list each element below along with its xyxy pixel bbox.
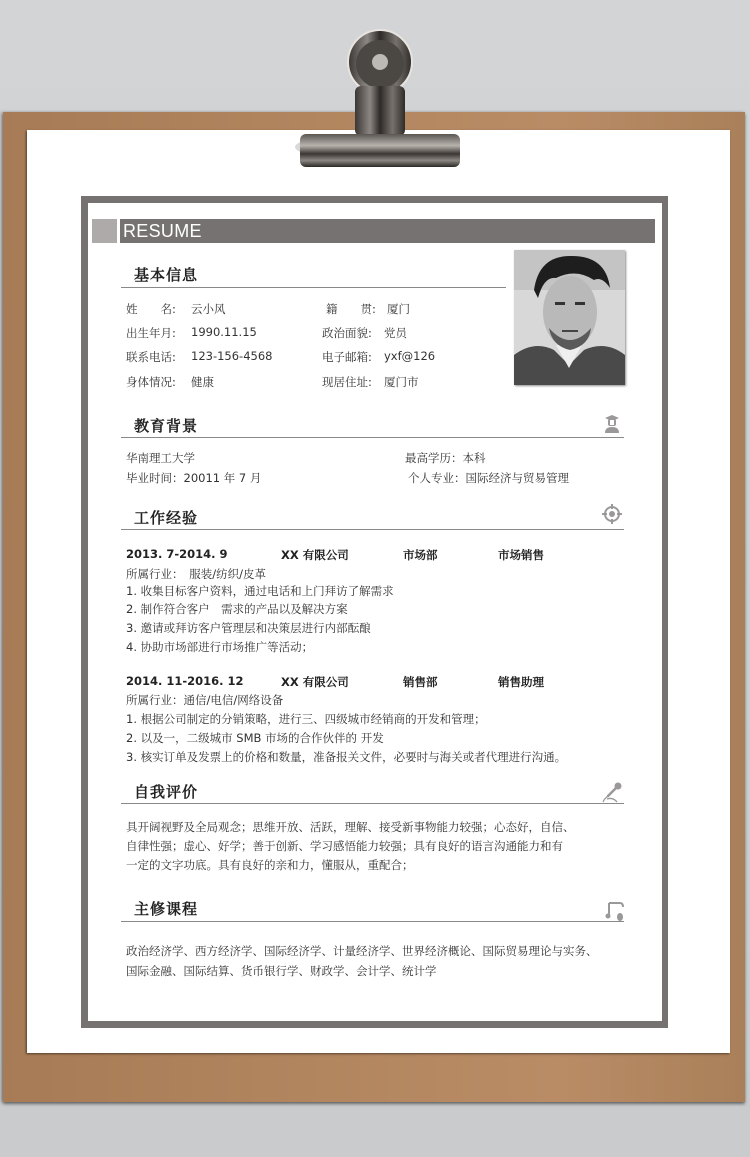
highest-degree: 最高学历：本科 <box>405 451 486 465</box>
hometown-value: 厦门 <box>387 302 410 316</box>
microphone-icon <box>601 781 623 803</box>
courses-title: 主修课程 <box>134 900 199 918</box>
political-label: 政治面貌: <box>322 326 372 340</box>
profile-photo <box>514 250 625 385</box>
job2-duty-3: 3. 核实订单及发票上的价格和数量，准备报关文件，必要时与海关或者代理进行沟通。 <box>126 750 567 764</box>
basic-info-divider <box>121 287 506 288</box>
target-icon <box>601 503 623 525</box>
job2-position: 销售助理 <box>498 675 544 689</box>
job2-company: XX 有限公司 <box>281 675 349 689</box>
job1-department: 市场部 <box>403 548 438 562</box>
health-value: 健康 <box>191 375 214 389</box>
music-note-icon <box>604 900 626 922</box>
job1-company: XX 有限公司 <box>281 548 349 562</box>
job1-period: 2013. 7-2014. 9 <box>126 547 228 561</box>
hometown-label: 籍 贯: <box>326 302 376 316</box>
courses-line-2: 国际金融、国际结算、货币银行学、财政学、会计学、统计学 <box>126 964 437 978</box>
email-label: 电子邮箱: <box>322 350 372 364</box>
major: 个人专业：国际经济与贸易管理 <box>408 471 569 485</box>
political-value: 党员 <box>384 326 407 340</box>
birthdate-label: 出生年月: <box>126 326 176 340</box>
address-label: 现居住址: <box>322 375 372 389</box>
job1-duty-3: 3. 邀请或拜访客户管理层和决策层进行内部酝酿 <box>126 621 371 635</box>
self-evaluation-divider <box>121 803 624 804</box>
name-label: 姓 名: <box>126 302 176 316</box>
graduate-icon <box>601 413 623 435</box>
courses-line-1: 政治经济学、西方经济学、国际经济学、计量经济学、世界经济概论、国际贸易理论与实务、 <box>126 944 598 958</box>
courses-divider <box>121 921 624 922</box>
email-value: yxf@126 <box>384 349 436 363</box>
binder-clip-icon <box>295 24 460 172</box>
self-evaluation-title: 自我评价 <box>134 783 199 801</box>
self-evaluation-line-1: 具开阔视野及全局观念；思维开放、活跃，理解、接受新事物能力较强；心态好，自信、 <box>126 820 575 834</box>
job1-position: 市场销售 <box>498 548 544 562</box>
birthdate-value: 1990.11.15 <box>191 325 257 339</box>
job1-duty-1: 1. 收集目标客户资料，通过电话和上门拜访了解需求 <box>126 584 394 598</box>
phone-value: 123-156-4568 <box>191 349 273 363</box>
job1-duty-4: 4. 协助市场部进行市场推广等活动； <box>126 640 314 654</box>
health-label: 身体情况: <box>126 375 176 389</box>
education-title: 教育背景 <box>134 417 199 435</box>
job2-department: 销售部 <box>403 675 438 689</box>
graduation-time: 毕业时间：20011 年 7 月 <box>126 471 262 485</box>
work-title: 工作经验 <box>134 509 199 527</box>
basic-info-title: 基本信息 <box>134 266 199 284</box>
header-accent-square <box>92 219 117 243</box>
work-divider <box>121 529 624 530</box>
job1-industry: 所属行业： 服装/纺织/皮革 <box>126 567 266 581</box>
job2-period: 2014. 11-2016. 12 <box>126 674 244 688</box>
job2-industry: 所属行业：通信/电信/网络设备 <box>126 693 284 707</box>
job1-duty-2: 2. 制作符合客户 需求的产品以及解决方案 <box>126 602 348 616</box>
education-divider <box>121 437 624 438</box>
self-evaluation-line-3: 一定的文字功底。具有良好的亲和力，懂服从，重配合； <box>126 858 414 872</box>
self-evaluation-line-2: 自律性强；虚心、好学；善于创新、学习感悟能力较强；具有良好的语言沟通能力和有 <box>126 839 563 853</box>
resume-title-bar <box>120 219 655 243</box>
phone-label: 联系电话: <box>126 350 176 364</box>
job2-duty-2: 2. 以及一，二级城市 SMB 市场的合作伙伴的 开发 <box>126 731 384 745</box>
job2-duty-1: 1. 根据公司制定的分销策略，进行三、四级城市经销商的开发和管理； <box>126 712 486 726</box>
resume-title: RESUME <box>123 221 202 241</box>
school-name: 华南理工大学 <box>126 451 195 465</box>
name-value: 云小风 <box>191 302 226 316</box>
address-value: 厦门市 <box>384 375 419 389</box>
